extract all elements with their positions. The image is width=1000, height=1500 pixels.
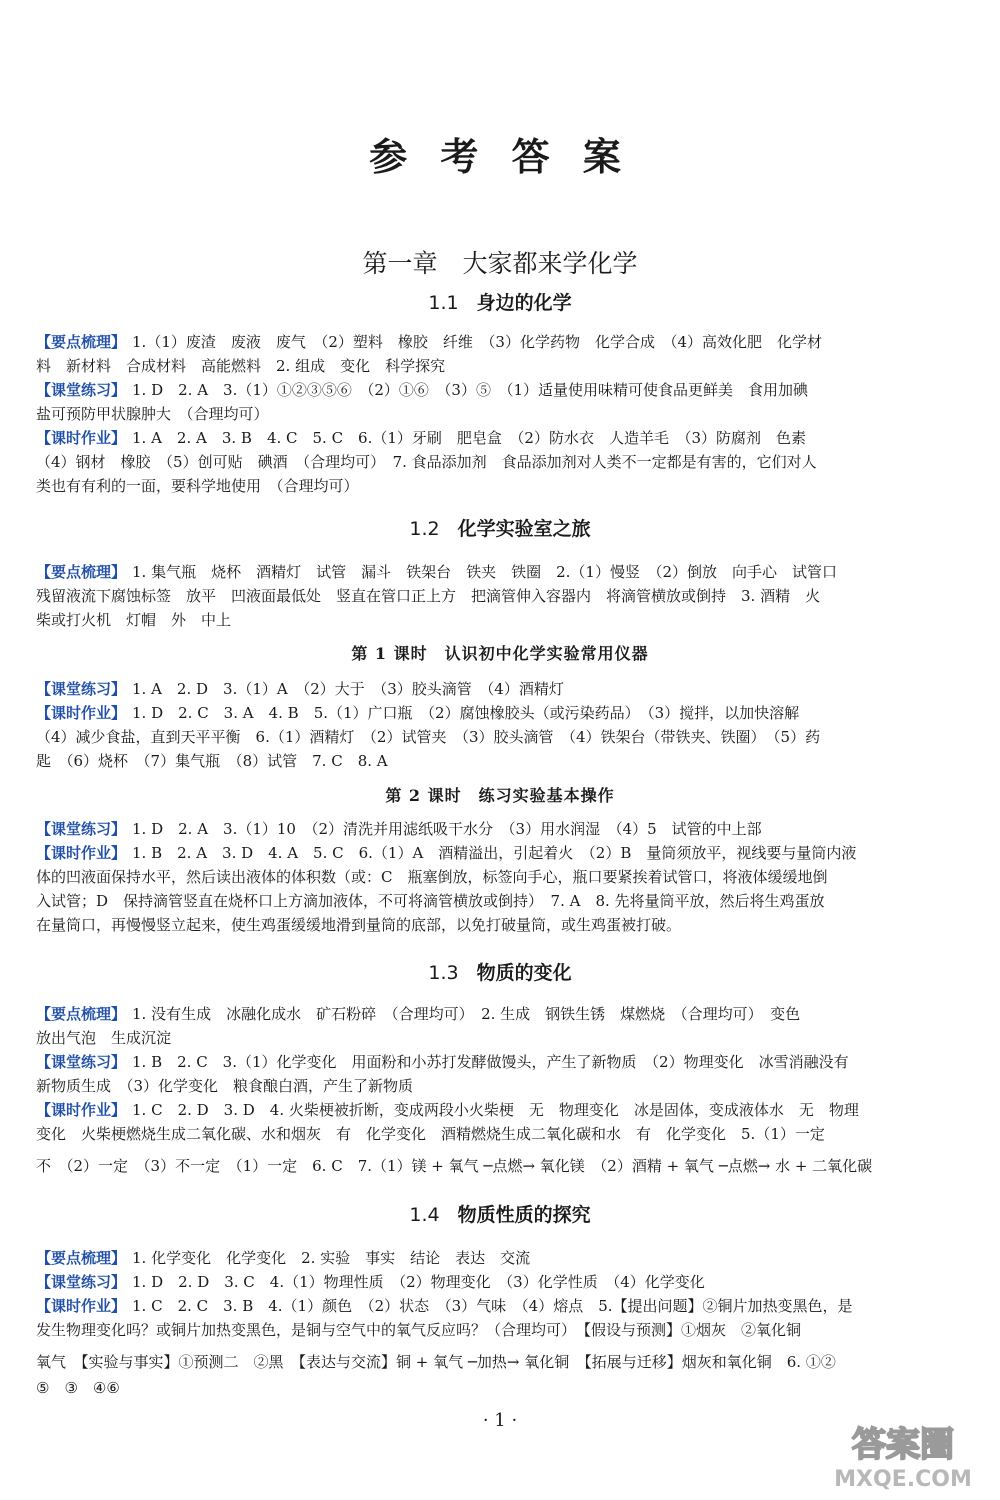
answer-line: （4）减少食盐，直到天平平衡 6.（1）酒精灯 （2）试管夹 （3）胶头滴管 （4）铁架台（带铁夹、铁圈） （5）药 <box>36 728 821 746</box>
watermark-url: MXQE.COM <box>834 1467 972 1492</box>
lesson-1-answers <box>36 677 936 773</box>
lesson-2-answers <box>36 817 936 937</box>
homework-tag: 【课时作业】 <box>36 1101 127 1119</box>
answer-line: ⑤ ③ ④⑥ <box>36 1379 120 1397</box>
section-title-1-2: 1.2 化学实验室之旅 <box>409 518 591 540</box>
answer-line: 【课堂练习】 1. D 2. A 3.（1）10 （2）清洗并用滤纸吸干水分 （3）用水润湿 （4）5 试管的中上部 <box>36 820 762 838</box>
section-title-1-3: 1.3 物质的变化 <box>428 962 572 984</box>
answer-line: 【课时作业】 1. C 2. D 3. D 4. 火柴梗被折断，变成两段小火柴梗 无 物理变化 冰是固体，变成液体水 无 物理 <box>36 1101 859 1119</box>
homework-tag: 【课时作业】 <box>36 1297 127 1315</box>
answer-line: 匙 （6）烧杯 （7）集气瓶 （8）试管 7. C 8. A <box>36 752 388 770</box>
key-points-tag: 【要点梳理】 <box>36 1005 127 1023</box>
answer-line: 在量筒口，再慢慢竖立起来，使生鸡蛋缓缓地滑到量筒的底部，以免打破量筒，或生鸡蛋被打破。 <box>36 916 682 934</box>
class-practice-tag: 【课堂练习】 <box>36 381 127 399</box>
answer-line: 【课时作业】 1. C 2. C 3. B 4.（1）颜色 （2）状态 （3）气味 （4）熔点 5.【提出问题】②铜片加热变黑色，是 <box>36 1297 853 1315</box>
answer-line: 【课堂练习】 1. D 2. A 3.（1）①②③⑤⑥ （2）①⑥ （3）⑤ （1）适量使用味精可使食品更鲜美 食用加碘 <box>36 381 809 399</box>
answer-line: 柴或打火机 灯帽 外 中上 <box>36 611 232 629</box>
section-1-3-answers <box>36 1002 936 1180</box>
lesson-title-2: 第 2 课时 练习实验基本操作 <box>385 786 615 805</box>
answer-line: 【课堂练习】 1. D 2. D 3. C 4.（1）物理性质 （2）物理变化 （3）化学性质 （4）化学变化 <box>36 1273 705 1291</box>
section-1-2-answers <box>36 560 936 632</box>
answer-line: 变化 火柴梗燃烧生成二氧化碳、水和烟灰 有 化学变化 酒精燃烧生成二氧化碳和水 有 化学变化 5.（1）一定 <box>36 1125 825 1143</box>
chapter-title: 第一章 大家都来学化学 <box>362 249 638 278</box>
answer-line: 盐可预防甲状腺肿大 （合理均可） <box>36 405 269 423</box>
homework-tag: 【课时作业】 <box>36 429 127 447</box>
key-points-tag: 【要点梳理】 <box>36 563 127 581</box>
answer-line: 【课时作业】 1. B 2. A 3. D 4. A 5. C 6.（1）A 酒精溢出，引起着火 （2）B 量筒须放平，视线要与量筒内液 <box>36 844 857 862</box>
class-practice-tag: 【课堂练习】 <box>36 820 127 838</box>
answer-line: 【要点梳理】 1. 化学变化 化学变化 2. 实验 事实 结论 表达 交流 <box>36 1249 531 1267</box>
answer-line: 【课时作业】 1. A 2. A 3. B 4. C 5. C 6.（1）牙刷 肥皂盒 （2）防水衣 人造羊毛 （3）防腐剂 色素 <box>36 429 807 447</box>
answer-line: 氧气 【实验与事实】①预测二 ②黑 【表达与交流】铜 + 氧气 ─加热→ 氧化铜 【拓展与迁移】烟灰和氧化铜 6. ①② <box>36 1353 836 1371</box>
answer-line: 【要点梳理】 1. 没有生成 冰融化成水 矿石粉碎 （合理均可） 2. 生成 钢铁生锈 煤燃烧 （合理均可） 变色 <box>36 1005 801 1023</box>
homework-tag: 【课时作业】 <box>36 844 127 862</box>
answer-line: 残留液流下腐蚀标签 放平 凹液面最低处 竖直在管口正上方 把滴管伸入容器内 将滴管横放或倒持 3. 酒精 火 <box>36 587 821 605</box>
page-number: · 1 · <box>482 1410 518 1431</box>
homework-tag: 【课时作业】 <box>36 704 127 722</box>
answer-line: 新物质生成 （3）化学变化 粮食酿白酒，产生了新物质 <box>36 1077 414 1095</box>
section-1-4-answers <box>36 1246 936 1400</box>
answer-line: （4）钢材 橡胶 （5）创可贴 碘酒 （合理均可） 7. 食品添加剂 食品添加剂对人类不一定都是有害的，它们对人 <box>36 453 817 471</box>
section-title-1-4: 1.4 物质性质的探究 <box>409 1204 591 1226</box>
answer-line: 入试管；D 保持滴管竖直在烧杯口上方滴加液体，不可将滴管横放或倒持） 7. A 8. 先将量筒平放，然后将生鸡蛋放 <box>36 892 825 910</box>
answer-line: 【课堂练习】 1. A 2. D 3.（1）A （2）大于 （3）胶头滴管 （4）酒精灯 <box>36 680 564 698</box>
answer-line: 料 新材料 合成材料 高能燃料 2. 组成 变化 科学探究 <box>36 357 446 375</box>
class-practice-tag: 【课堂练习】 <box>36 1273 127 1291</box>
watermark-logo <box>818 1418 988 1494</box>
key-points-tag: 【要点梳理】 <box>36 333 127 351</box>
class-practice-tag: 【课堂练习】 <box>36 680 127 698</box>
answer-line: 不 （2）一定 （3）不一定 （1）一定 6. C 7.（1）镁 + 氧气 ─点燃→ 氧化镁 （2）酒精 + 氧气 ─点燃→ 水 + 二氧化碳 <box>36 1157 873 1175</box>
answer-line: 【要点梳理】 1. 集气瓶 烧杯 酒精灯 试管 漏斗 铁架台 铁夹 铁圈 2.（1）慢竖 （2）倒放 向手心 试管口 <box>36 563 837 581</box>
answer-line: 【课时作业】 1. D 2. C 3. A 4. B 5.（1）广口瓶 （2）腐蚀橡胶头（或污染药品） （3）搅拌，以加快溶解 <box>36 704 800 722</box>
answer-line: 发生物理变化吗？或铜片加热变黑色，是铜与空气中的氧气反应吗？（合理均可） 【假设与预测】①烟灰 ②氧化铜 <box>36 1321 802 1339</box>
page-title: 参 考 答 案 <box>369 134 631 179</box>
lesson-title-1: 第 1 课时 认识初中化学实验常用仪器 <box>351 644 649 663</box>
answer-line: 【课堂练习】 1. B 2. C 3.（1）化学变化 用面粉和小苏打发酵做馒头，产生了新物质 （2）物理变化 冰雪消融没有 <box>36 1053 849 1071</box>
answer-line: 类也有有利的一面，要科学地使用 （合理均可） <box>36 477 359 495</box>
section-title-1-1: 1.1 身边的化学 <box>428 292 572 314</box>
watermark-text: 答案圈 <box>852 1425 954 1465</box>
key-points-tag: 【要点梳理】 <box>36 1249 127 1267</box>
answer-line: 【要点梳理】 1.（1）废渣 废液 废气 （2）塑料 橡胶 纤维 （3）化学药物 化学合成 （4）高效化肥 化学材 <box>36 333 823 351</box>
answer-line: 体的凹液面保持水平，然后读出液体的体积数（或：C 瓶塞倒放，标签向手心，瓶口要紧挨着试管口，将液体缓缓地倒 <box>36 868 828 886</box>
answer-line: 放出气泡 生成沉淀 <box>36 1029 172 1047</box>
section-1-1-answers <box>36 330 936 498</box>
class-practice-tag: 【课堂练习】 <box>36 1053 127 1071</box>
